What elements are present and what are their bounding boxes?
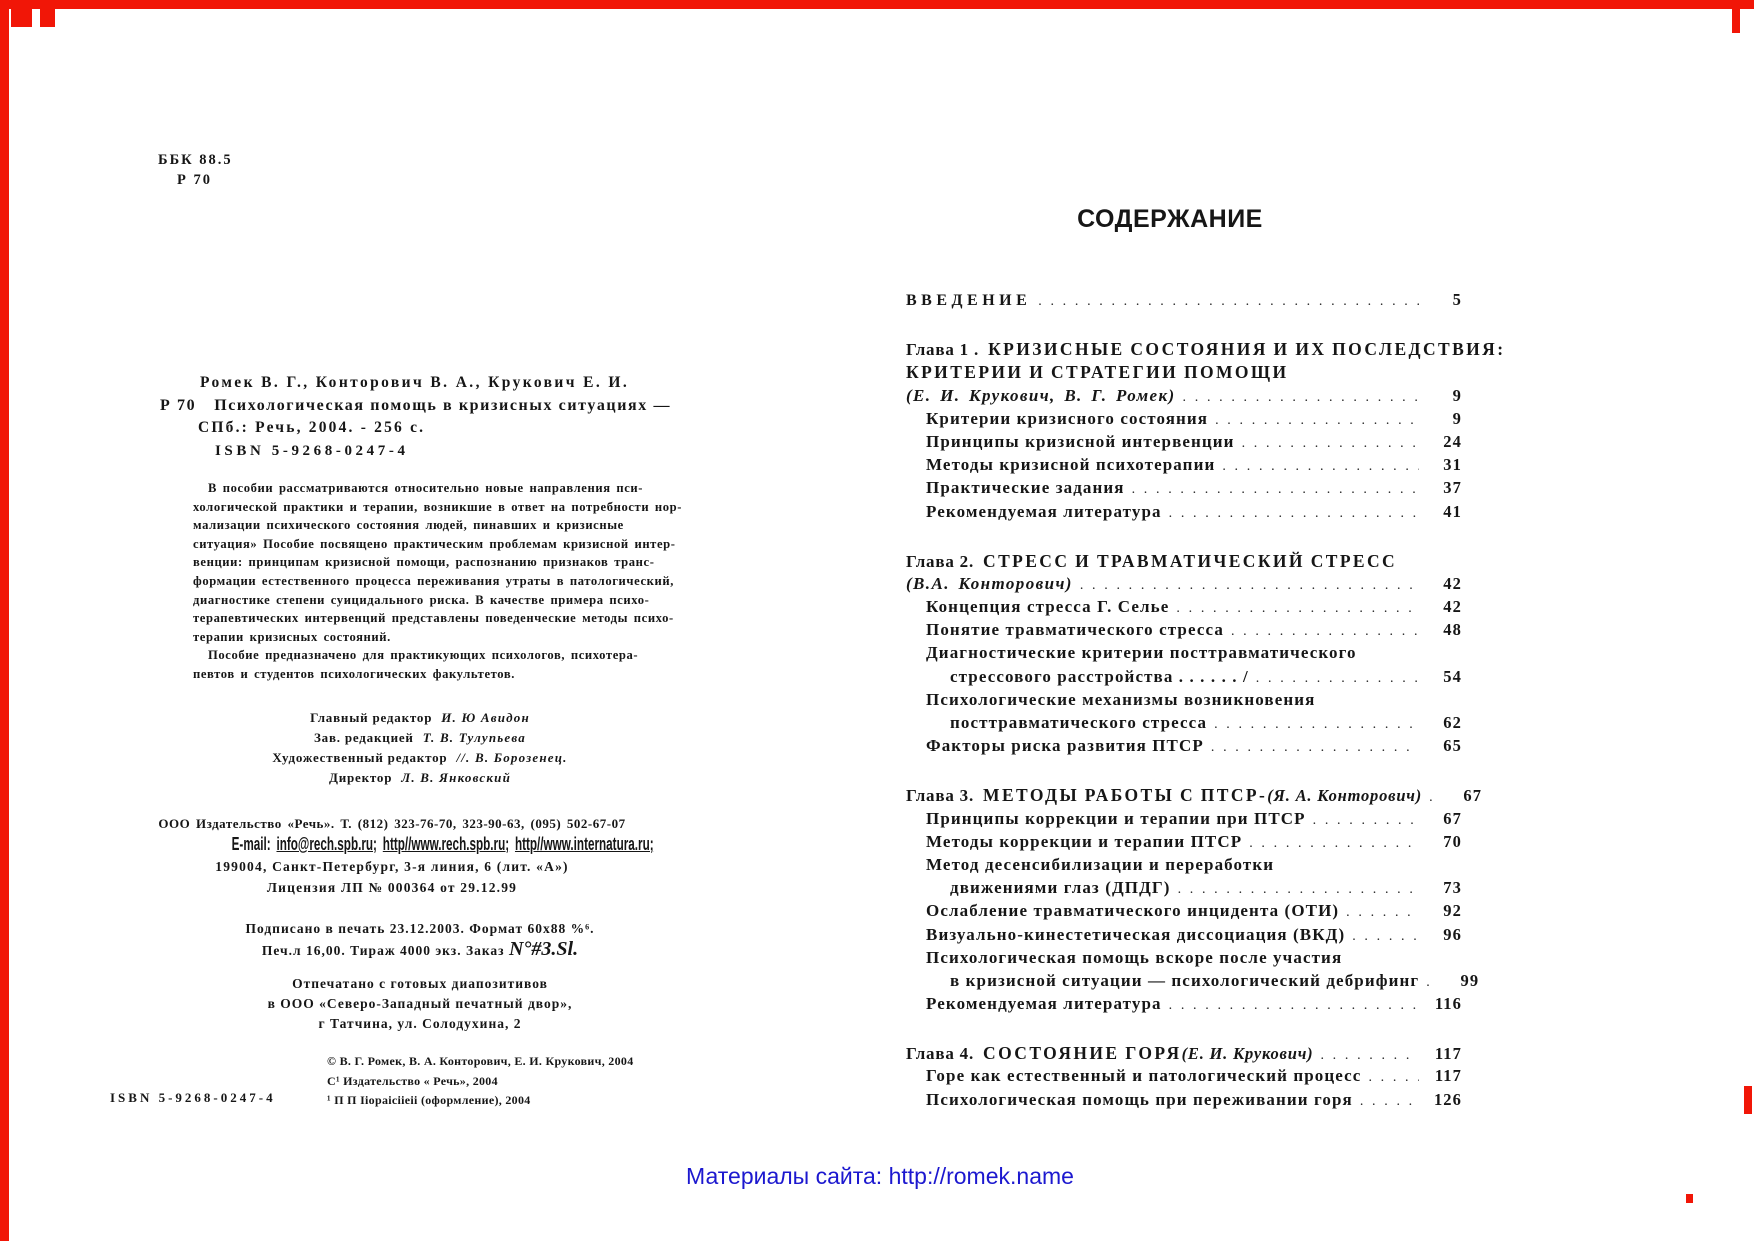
staff-line <box>230 708 610 728</box>
dot-leader <box>1080 578 1419 594</box>
toc-page-number: 54 <box>1443 666 1462 686</box>
toc-page-number: 70 <box>1443 831 1462 851</box>
toc-entry-title: Горе как естественный и патологический процесс <box>926 1066 1362 1086</box>
toc-page-number: 42 <box>1443 597 1462 617</box>
email-label: E-mail: <box>231 834 271 854</box>
staff-name: И. Ю Авидон <box>441 710 530 725</box>
toc-entry-title: Метод десенсибилизации и переработки <box>926 854 1275 874</box>
toc-chapter-prefix: Глава 4. <box>906 1044 975 1064</box>
title-row <box>160 395 671 418</box>
toc-entry-title: Понятие травматического стресса <box>926 620 1224 640</box>
staff-role: Директор <box>328 770 393 785</box>
toc-row <box>906 690 1462 713</box>
staff-role: Зав. редакцией <box>314 730 414 745</box>
toc-entry-title: (В.А. Конторович) <box>906 573 1073 593</box>
toc-page-number: 42 <box>1443 573 1462 593</box>
printed-from: Отпечатано с готовых диапозитивов <box>292 976 548 991</box>
toc-row <box>906 597 1462 620</box>
toc-row <box>906 574 1462 597</box>
annotation-line: терапевтических интервенций представлены поведенческие методы психо- <box>193 611 674 626</box>
toc-entry-title: СТРЕСС И ТРАВМАТИЧЕСКИЙ СТРЕСС <box>983 550 1398 571</box>
dot-leader <box>1215 413 1419 429</box>
dot-leader <box>1211 740 1419 756</box>
email-part: info@rech.spb.ru; <box>276 834 377 854</box>
print-order-number: N°#3.Sl. <box>508 938 579 960</box>
toc-row <box>906 948 1462 971</box>
publisher-address: 199004, Санкт-Петербург, 3-я линия, 6 (лит. «А») <box>215 859 569 874</box>
toc-row <box>906 925 1462 948</box>
toc-page-number: 37 <box>1443 478 1462 498</box>
copyright-block <box>327 1052 634 1111</box>
toc-page-number: 41 <box>1443 501 1462 521</box>
toc-row <box>906 667 1462 690</box>
annotation-line: ситуация» Пособие посвящено практическим проблемам кризисной интер- <box>193 536 676 551</box>
toc-entry-title: Методы коррекции и терапии ПТСР <box>926 831 1243 851</box>
toc-row <box>906 901 1462 924</box>
annotation-line: певтов и студентов психологических факультетов. <box>193 666 515 681</box>
scan-mark-right-dash <box>1744 1086 1752 1114</box>
scan-mark-square-1 <box>11 2 32 27</box>
print-run-text: Печ.л 16,00. Тираж 4000 экз. Заказ <box>261 943 505 958</box>
toc-entry-title: Принципы кризисной интервенции <box>926 431 1235 451</box>
printing-house: в ООО «Северо-Западный печатный двор», <box>267 996 573 1011</box>
imprint-line: СПб.: Речь, 2004. - 256 с. <box>198 419 426 436</box>
staff-line <box>230 728 610 748</box>
toc-page-number: 5 <box>1452 290 1462 309</box>
book-title: Психологическая помощь в кризисных ситуациях — <box>214 396 672 414</box>
toc-row <box>906 386 1462 409</box>
dot-leader <box>1429 790 1439 806</box>
staff-role: Главный редактор <box>310 710 433 725</box>
toc-row <box>906 785 1483 808</box>
dot-leader <box>1132 482 1419 498</box>
toc-page-number: 126 <box>1433 1089 1462 1109</box>
toc-row <box>906 643 1462 666</box>
annotation-line: Пособие предназначено для практикующих психологов, психотера- <box>208 648 639 663</box>
dot-leader <box>1178 882 1419 898</box>
annotation-line: терапии кризисных состояний. <box>193 629 391 644</box>
annotation-line: В пособии рассматриваются относительно новые направления пси- <box>208 481 644 495</box>
annotation-line: диагностике степени суицидального риска. В качестве примера психо- <box>193 592 650 607</box>
toc-row <box>906 878 1462 901</box>
dot-leader <box>1426 975 1436 991</box>
authors-line: Ромек В. Г., Конторович В. А., Крукович Е. И. <box>200 374 630 391</box>
staff-role: Художественный редактор <box>272 750 448 765</box>
toc-row <box>906 1066 1462 1089</box>
email-line <box>232 834 654 855</box>
toc-entry-title: ВВЕДЕНИЕ <box>906 292 1032 309</box>
toc-row <box>906 1090 1462 1113</box>
toc-entry-title: КРИЗИСНЫЕ СОСТОЯНИЯ И ИХ ПОСЛЕДСТВИЯ: <box>988 339 1506 360</box>
toc-page-number: 73 <box>1443 878 1462 898</box>
toc-entry-title: Диагностические критерии посттравматического <box>926 643 1357 663</box>
toc-entry-title: Практические задания <box>926 478 1125 498</box>
dot-leader <box>1242 436 1419 452</box>
publisher-block <box>118 813 666 898</box>
dot-leader <box>1368 1070 1419 1086</box>
toc-page-number: 65 <box>1443 736 1462 756</box>
dot-leader <box>1346 905 1419 921</box>
toc-row <box>906 713 1462 736</box>
staff-line <box>230 768 610 788</box>
toc-entry-title: МЕТОДЫ РАБОТЫ С ПТСР- <box>983 785 1268 806</box>
catalog-entry <box>160 372 671 462</box>
toc-entry-title: Психологическая помощь при переживании горя <box>926 1089 1353 1109</box>
toc-page-number: 92 <box>1443 901 1462 921</box>
toc-row <box>906 736 1462 759</box>
annotation-line: венции: принципам кризисной помощи, распознанию признаков транс- <box>193 555 655 570</box>
toc-row <box>906 994 1462 1017</box>
isbn-bottom: ISBN 5-9268-0247-4 <box>110 1090 276 1105</box>
toc-entry-title: Ослабление травматического инцидента (ОТИ) <box>926 901 1340 921</box>
dot-leader <box>1176 601 1419 617</box>
printing-block <box>170 919 670 1034</box>
publisher-license: Лицензия ЛП № 000364 от 29.12.99 <box>266 880 518 895</box>
dot-leader <box>1169 998 1419 1014</box>
toc-page-number: 62 <box>1443 713 1462 732</box>
toc-page-number: 96 <box>1443 924 1462 944</box>
toc-entry-title: КРИТЕРИИ И СТРАТЕГИИ ПОМОЩИ <box>906 362 1289 383</box>
printing-address: г Татчина, ул. Солодухина, 2 <box>318 1016 522 1031</box>
annotation-line: хологической практики и терапии, возникшие в ответ на потребности нор- <box>193 499 683 514</box>
toc-row <box>906 970 1480 994</box>
toc-chapter-prefix: Глава 1 . <box>906 340 980 360</box>
print-run-line <box>170 939 670 961</box>
toc-entry-authors: (Е. И. Крукович) <box>1181 1044 1314 1064</box>
toc-chapter-prefix: Глава 3. <box>906 786 975 806</box>
toc-entry-title: Концепция стресса Г. Селье <box>926 597 1170 617</box>
toc-entry-title: движениями глаз (ДПДГ) <box>950 878 1171 898</box>
toc-row <box>906 855 1462 878</box>
toc-chapter-prefix: Глава 2. <box>906 551 975 571</box>
toc-entry-title: Психологическая помощь вскоре после участия <box>926 947 1343 967</box>
annotation-block <box>193 479 682 684</box>
toc-row <box>906 478 1462 501</box>
toc-entry-authors: (Я. А. Конторович) <box>1267 786 1423 806</box>
toc-row <box>906 362 1462 385</box>
toc-page-number: 24 <box>1443 431 1462 451</box>
scan-mark-square-2 <box>40 2 55 27</box>
toc-page-number: 67 <box>1463 786 1483 806</box>
toc-entry-title: Рекомендуемая литература <box>926 501 1162 521</box>
toc-entry-title: Методы кризисной психотерапии <box>926 455 1216 475</box>
staff-name: //. В. Борозенец. <box>456 750 568 765</box>
toc-entry-title: в кризисной ситуации — психологический дебрифинг <box>950 970 1420 990</box>
staff-block <box>230 708 610 788</box>
publisher-contacts: ООО Издательство «Речь». Т. (812) 323-76-70, 323-90-63, (095) 502-67-07 <box>158 816 626 831</box>
dot-leader <box>1038 294 1419 310</box>
toc-row <box>906 409 1462 432</box>
annotation-line: формации естественного процесса переживания утраты в патологический, <box>193 573 674 588</box>
toc-page-number: 99 <box>1460 970 1480 990</box>
scan-mark-topright-tick <box>1732 0 1740 33</box>
toc-entry-title: СОСТОЯНИЕ ГОРЯ <box>983 1043 1182 1064</box>
annotation-line: мализации психического состояния людей, пинавших и кризисные <box>193 518 624 533</box>
email-parts <box>271 834 654 854</box>
toc-row <box>906 455 1462 478</box>
staff-name: Л. В. Янковский <box>401 770 512 785</box>
toc-row <box>906 620 1462 643</box>
toc-heading: СОДЕРЖАНИЕ <box>1077 205 1263 233</box>
toc-page-number: 116 <box>1434 994 1462 1014</box>
toc-row <box>906 809 1462 832</box>
dot-leader <box>1352 929 1419 945</box>
copyright-line: ¹ П П Iiopaiciieii (оформление), 2004 <box>327 1093 531 1107</box>
toc-page-number: 31 <box>1443 455 1462 475</box>
scan-mark-bottomright-dot <box>1686 1194 1693 1203</box>
bbk-code: ББК 88.5 <box>158 152 233 168</box>
scan-mark-left-bar <box>0 0 9 1241</box>
dot-leader <box>1313 813 1419 829</box>
toc-row <box>906 1043 1462 1066</box>
toc-page-number: 117 <box>1434 1044 1462 1064</box>
email-part: http//www.rech.spb.ru; <box>382 834 510 854</box>
print-date-format: Подписано в печать 23.12.2003. Формат 60х88 %⁶. <box>245 921 595 936</box>
copyright-line: С¹ Издательство « Речь», 2004 <box>327 1073 498 1088</box>
toc-row <box>906 290 1462 313</box>
email-line-wrap <box>118 834 666 856</box>
toc-entry-title: Факторы риска развития ПТСР <box>926 736 1204 756</box>
toc-entry-title: Рекомендуемая литература <box>926 994 1162 1014</box>
catalog-code: Р 70 <box>160 396 197 414</box>
bbk-author-sign: Р 70 <box>177 172 212 188</box>
isbn-top: ISBN 5-9268-0247-4 <box>215 442 409 459</box>
table-of-contents <box>906 290 1506 1113</box>
dot-leader <box>1183 390 1419 406</box>
dot-leader <box>1214 717 1419 733</box>
toc-row <box>906 551 1462 574</box>
dot-leader <box>1169 506 1419 522</box>
toc-row <box>906 432 1462 455</box>
toc-entry-title: Принципы коррекции и терапии при ПТСР <box>926 808 1306 828</box>
staff-line <box>230 748 610 768</box>
site-link[interactable]: Материалы сайта: http://romek.name <box>686 1163 1074 1189</box>
toc-page-number: 48 <box>1443 620 1462 640</box>
toc-entry-title: Психологические механизмы возникновения <box>926 689 1316 709</box>
toc-page-number: 9 <box>1452 385 1462 405</box>
toc-entry-title: Критерии кризисного состояния <box>926 408 1209 428</box>
toc-row <box>906 339 1506 362</box>
staff-name: Т. В. Тулупьева <box>422 730 526 745</box>
toc-row <box>906 502 1462 525</box>
toc-page-number: 9 <box>1452 408 1462 428</box>
toc-page-number: 117 <box>1434 1066 1462 1086</box>
toc-row <box>906 832 1462 855</box>
dot-leader <box>1249 836 1419 852</box>
toc-entry-title: стрессового расстройства . . . . . . / <box>950 666 1249 686</box>
toc-entry-title: Визуально-кинестетическая диссоциация (ВКД) <box>926 924 1346 944</box>
email-part: http//www.internatura.ru; <box>514 834 654 854</box>
scan-mark-top-bar <box>0 0 1754 9</box>
toc-page-number: 67 <box>1443 808 1462 828</box>
copyright-line: © В. Г. Ромек, В. А. Конторович, Е. И. Крукович, 2004 <box>327 1054 634 1068</box>
dot-leader <box>1222 459 1419 475</box>
dot-leader <box>1256 671 1419 687</box>
toc-entry-title: (Е. И. Крукович, В. Г. Ромек) <box>906 385 1176 405</box>
dot-leader <box>1320 1048 1419 1064</box>
dot-leader <box>1360 1094 1419 1110</box>
bbk-classification <box>158 150 233 190</box>
toc-entry-title: посттравматического стресса <box>950 713 1208 732</box>
dot-leader <box>1231 624 1419 640</box>
